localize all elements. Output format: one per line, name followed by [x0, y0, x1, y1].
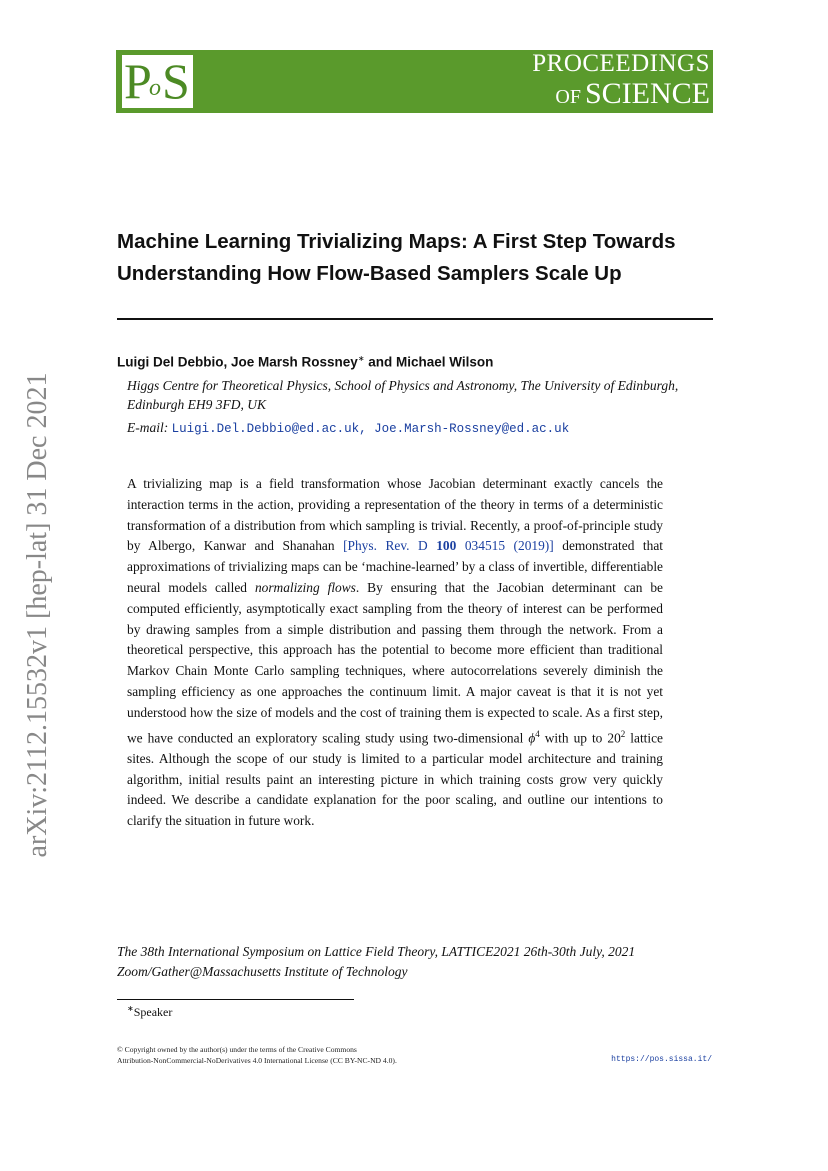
- title-rule: [117, 318, 713, 320]
- copyright-line-1: © Copyright owned by the author(s) under the terms of the Creative Commons: [117, 1045, 357, 1054]
- email-line: [127, 420, 569, 436]
- citation-volume: 100: [436, 538, 457, 554]
- copyright-line-2: Attribution-NonCommercial-NoDerivatives 4.0 International License (CC BY-NC-ND 4.0).: [117, 1055, 397, 1065]
- logo-letter-s: S: [162, 53, 190, 109]
- pos-url-link[interactable]: https://pos.sissa.it/: [611, 1055, 712, 1064]
- email-addresses[interactable]: Luigi.Del.Debbio@ed.ac.uk, Joe.Marsh-Rossney@ed.ac.uk: [171, 422, 570, 436]
- wordmark-proceedings: PROCEEDINGS: [532, 50, 710, 77]
- conference-line-1: The 38th International Symposium on Lattice Field Theory, LATTICE2021 26th-30th July, 2021: [117, 944, 636, 959]
- arxiv-stamp: [18, 370, 58, 860]
- title-line-2: Understanding How Flow-Based Samplers Scale Up: [117, 262, 622, 285]
- footnote-mark: ∗: [127, 1004, 134, 1013]
- lattice-exponent: 2: [620, 728, 626, 739]
- logo-letter-o: o: [149, 75, 161, 101]
- abstract: [127, 474, 663, 832]
- conference-line-2: Zoom/Gather@Massachusetts Institute of Technology: [117, 963, 408, 979]
- pos-logo: [122, 55, 193, 108]
- authors-part-b: and Michael Wilson: [364, 354, 494, 370]
- abstract-text: lattice sites. Although the scope of our study is limited to a particular model architecture and training algorithm, initial results paint an interesting picture in which training costs grow very quickly indeed. We describe a candidate explanation for the poor scaling, and outline our intentions to clarify the situation in future work.: [127, 730, 663, 829]
- logo-letter-p: P: [124, 53, 152, 109]
- speaker-mark: ∗: [357, 354, 365, 363]
- affiliation: Higgs Centre for Theoretical Physics, School of Physics and Astronomy, The University of Edinburgh, Edinburgh EH9 3FD, UK: [127, 378, 679, 412]
- wordmark-science: SCIENCE: [584, 77, 710, 110]
- email-label: E-mail:: [127, 420, 169, 435]
- citation-link[interactable]: [343, 538, 554, 553]
- authors-part-a: Luigi Del Debbio, Joe Marsh Rossney: [117, 354, 358, 370]
- paper-title: [117, 226, 717, 290]
- footnote: [127, 1004, 172, 1020]
- footnote-text: Speaker: [133, 1005, 173, 1019]
- wordmark-of: OF: [555, 86, 581, 108]
- abstract-text: with up to 20: [539, 730, 621, 746]
- proceedings-of-science-wordmark: [532, 51, 710, 109]
- conference-info: [117, 942, 697, 981]
- arxiv-id: arXiv:2112.15532v1 [hep-lat] 31 Dec 2021: [22, 372, 53, 858]
- title-line-1: Machine Learning Trivializing Maps: A First Step Towards: [117, 230, 676, 253]
- phi-symbol: ϕ: [528, 730, 536, 746]
- footnote-rule: [117, 999, 354, 1000]
- wordmark-line-2: [532, 79, 710, 109]
- abstract-text: . By ensuring that the Jacobian determinant can be computed efficiently, asymptotically exact sampling from the theory of interest can be performed by drawing samples from a simple distribution and passing them through the network. From a theoretical perspective, this approach has the potential to become more efficient than traditional Markov Chain Monte Carlo sampling techniques, where autocorrelations severely diminish the sampling efficiency as one approaches the continuum limit. A major caveat is that it is not yet understood how the size of models and the cost of training them is expected to scale. As a first step, we have conducted an exploratory scaling study using two-dimensional: [127, 579, 663, 746]
- phi-exponent: 4: [535, 728, 540, 739]
- copyright-notice: [117, 1045, 397, 1066]
- abstract-text: demonstrated that approximations of trivializing maps can be ‘machine-learned’ by a class of invertible, differentiable neural models called: [127, 538, 663, 595]
- author-list: [117, 354, 493, 370]
- abstract-emphasis: normalizing flows: [254, 579, 356, 595]
- citation-journal: [Phys. Rev. D: [343, 538, 437, 554]
- abstract-text: A trivializing map is a field transformation whose Jacobian determinant exactly cancels the interaction terms in the action, providing a representation of the theory in terms of a deterministic transformation of a distribution from which sampling is trivial. Recently, a proof-of-principle study by Albergo, Kanwar and Shanahan: [127, 476, 663, 554]
- citation-page: 034515 (2019)]: [456, 538, 554, 554]
